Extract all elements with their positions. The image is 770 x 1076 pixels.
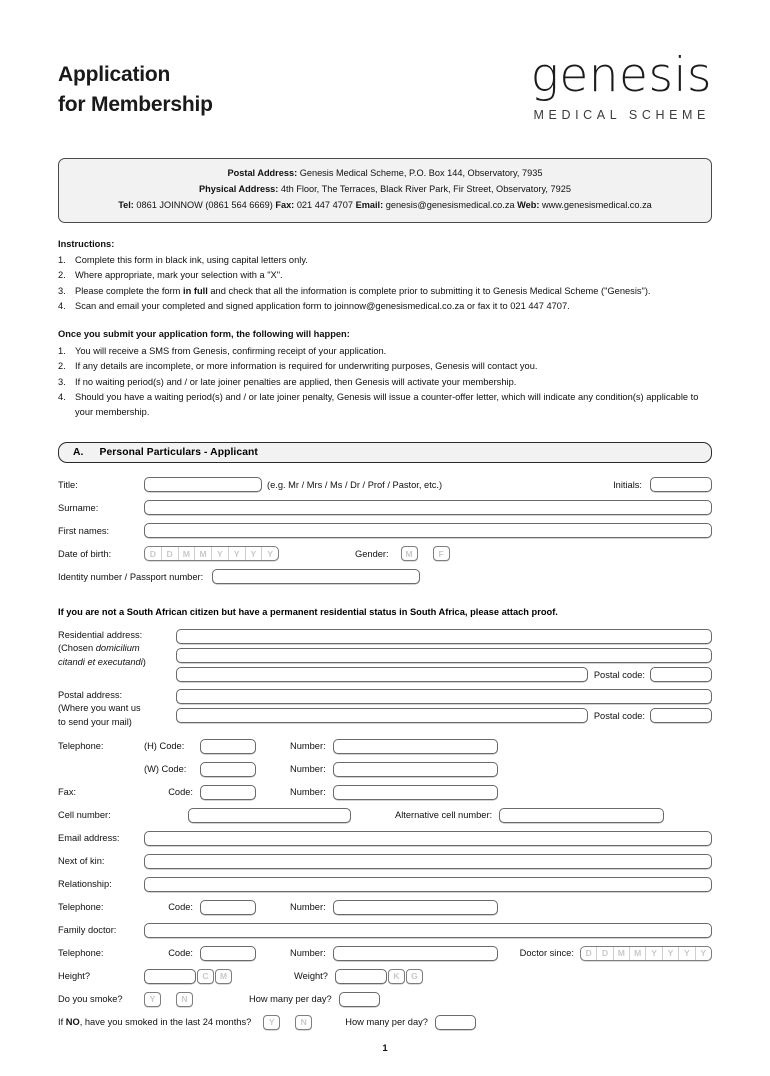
doctor-since-label: Doctor since: (519, 948, 574, 959)
next-of-kin-input[interactable] (144, 854, 712, 869)
weight-unit-g: G (406, 969, 423, 984)
residential-line-2-row (176, 648, 712, 663)
row-smoked-last-24-months (58, 1011, 712, 1034)
dob-cell-day-2[interactable]: D (162, 547, 179, 560)
residential-address-line-1[interactable] (176, 629, 712, 644)
postal-address-line (69, 166, 701, 182)
next-of-kin-code-input[interactable] (200, 900, 256, 915)
doctor-since-cell-year-1[interactable]: Y (646, 947, 662, 960)
dob-cell-year-3[interactable]: Y (246, 547, 263, 560)
fax-label: Fax: (58, 787, 77, 798)
residential-line-3-row (176, 667, 712, 682)
next-of-kin-number-label: Number: (290, 902, 326, 913)
title-hint: (e.g. Mr / Mrs / Ms / Dr / Prof / Pastor, etc.) (267, 479, 443, 490)
weight-unit-k: K (388, 969, 405, 984)
telephone-work-code-label: (W) Code: (144, 764, 187, 775)
date-of-birth-label: Date of birth: (58, 548, 112, 559)
telephone-home-number-label: Number: (290, 741, 326, 752)
instruction-text: Complete this form in black ink, using capital letters only. (75, 254, 308, 265)
instructions-block (58, 237, 712, 315)
physical-address-value: 4th Floor, The Terraces, Black River Park, Fir Street, Observatory, 7925 (280, 183, 571, 194)
instructions-heading: Instructions: (58, 238, 115, 249)
first-names-input[interactable] (144, 523, 712, 538)
next-of-kin-label: Next of kin: (58, 856, 105, 867)
postal-address-line-1[interactable] (176, 689, 712, 704)
after-submit-item: 3. If no waiting period(s) and / or late joiner penalties are applied, then Genesis will activate your membership. (58, 376, 517, 387)
row-email-address (58, 827, 712, 850)
dob-cell-month-2[interactable]: M (195, 547, 212, 560)
postal-address-label-line1: Postal address: (58, 690, 123, 701)
fax-value: 021 447 4707 (296, 199, 354, 210)
family-doctor-label: Family doctor: (58, 925, 117, 936)
residential-postal-code-input[interactable] (650, 667, 712, 682)
residential-address-label-line3: citandi et executandi) (58, 656, 146, 667)
height-group (144, 969, 232, 984)
telephone-home-code-label: (H) Code: (144, 741, 185, 752)
initials-label: Initials: (613, 479, 642, 490)
height-unit-m: M (215, 969, 232, 984)
row-identity-number (58, 565, 712, 588)
row-telephone-home (58, 735, 712, 758)
weight-group (335, 969, 423, 984)
height-unit-c: C (197, 969, 214, 984)
web-label: Web: (517, 199, 540, 210)
postal-line-1-row (176, 689, 712, 704)
relationship-input[interactable] (144, 877, 712, 892)
instruction-text: Where appropriate, mark your selection with a "X". (75, 270, 283, 281)
date-of-birth-input[interactable] (144, 546, 279, 561)
genesis-logo (530, 48, 712, 122)
physical-address-line (69, 182, 701, 198)
identity-number-input[interactable] (212, 569, 420, 584)
postal-address-label (58, 689, 176, 729)
postal-line-2-row (176, 708, 712, 723)
identity-number-label: Identity number / Passport number: (58, 571, 204, 582)
gender-male-checkbox[interactable]: M (401, 546, 418, 561)
next-of-kin-number-input[interactable] (333, 900, 498, 915)
email-label: Email: (355, 199, 384, 210)
dob-cell-year-1[interactable]: Y (212, 547, 229, 560)
personal-particulars-form (58, 463, 712, 588)
gender-female-checkbox[interactable]: F (433, 546, 450, 561)
after-submit-item: 2. If any details are incomplete, or more information is required for underwriting purposes, Genesis will contact you. (58, 361, 538, 372)
residential-line-1-row (176, 629, 712, 644)
doctor-since-cell-year-3[interactable]: Y (679, 947, 695, 960)
residential-address-label-line2: (Chosen domicilium (58, 643, 140, 654)
physical-address-label: Physical Address: (199, 183, 279, 194)
dob-cell-year-2[interactable]: Y (229, 547, 246, 560)
first-names-label: First names: (58, 525, 110, 536)
residential-address-lines (176, 629, 712, 682)
web-value: www.genesismedical.co.za (541, 199, 652, 210)
smoke-per-day-label: How many per day? (249, 994, 332, 1005)
doctor-since-cell-year-2[interactable]: Y (663, 947, 679, 960)
relationship-label: Relationship: (58, 879, 112, 890)
doctor-telephone-label: Telephone: (58, 948, 104, 959)
cell-number-label: Cell number: (58, 810, 111, 821)
postal-address-value: Genesis Medical Scheme, P.O. Box 144, Observatory, 7935 (299, 168, 543, 178)
weight-input[interactable] (335, 969, 387, 984)
if-no-question: If NO, have you smoked in the last 24 months? (58, 1017, 252, 1028)
fax-label: Fax: (275, 199, 295, 210)
row-cell-number (58, 804, 712, 827)
nationality-note: If you are not a South African citizen but have a permanent residential status in South Africa, please attach proof. (58, 607, 558, 618)
instruction-item: 2. Where appropriate, mark your selection with a "X". (58, 270, 283, 281)
email-address-input[interactable] (144, 831, 712, 846)
telephone-work-number-label: Number: (290, 764, 326, 775)
postal-address-lines (176, 689, 712, 729)
instruction-text-pre: Please complete the form (75, 285, 183, 296)
after-submit-text: You will receive a SMS from Genesis, confirming receipt of your application. (75, 345, 387, 356)
doctor-since-input[interactable] (580, 946, 712, 961)
after-submit-block (58, 327, 712, 420)
smoked-24-yes-checkbox[interactable]: Y (263, 1015, 280, 1030)
surname-label: Surname: (58, 502, 99, 513)
next-of-kin-telephone-label: Telephone: (58, 902, 104, 913)
contact-details-box (58, 158, 712, 223)
telephone-home-code-input[interactable] (200, 739, 256, 754)
residential-address-line-2[interactable] (176, 648, 712, 663)
row-doctor-telephone (58, 942, 712, 965)
residential-postal-code-label: Postal code: (593, 669, 645, 680)
row-date-of-birth (58, 542, 712, 565)
fax-number-label: Number: (290, 787, 326, 798)
doctor-number-label: Number: (290, 948, 326, 959)
section-letter: A. (73, 447, 84, 459)
row-telephone-work (58, 758, 712, 781)
smoke-per-day-input[interactable] (339, 992, 380, 1007)
row-first-names (58, 519, 712, 542)
instruction-text: Scan and email your completed and signed application form to joinnow@genesismedical.co.za or fax it to 021 447 4707. (75, 301, 570, 312)
row-title (58, 473, 712, 496)
row-residential-address (58, 629, 712, 682)
doctor-since-cell-year-4[interactable]: Y (700, 948, 707, 959)
doctor-since-cell-month-1[interactable]: M (614, 947, 630, 960)
alternative-cell-number-label: Alternative cell number: (395, 810, 493, 821)
page-title (58, 60, 213, 121)
height-label: Height? (58, 971, 91, 982)
application-form-page (0, 48, 770, 1076)
instruction-text-post: and check that all the information is complete prior to submitting it to Genesis Medical Scheme ("Genesis"). (207, 285, 651, 296)
instruction-text-bold: in full (183, 285, 208, 296)
after-submit-heading: Once you submit your application form, the following will happen: (58, 329, 350, 340)
row-do-you-smoke (58, 988, 712, 1011)
surname-input[interactable] (144, 500, 712, 515)
doctor-code-input[interactable] (200, 946, 256, 961)
initials-input[interactable] (650, 477, 712, 492)
section-header-personal-particulars (58, 442, 712, 463)
residential-address-line-3[interactable] (176, 667, 588, 682)
page-number: 1 (382, 1043, 388, 1054)
smoke-yes-checkbox[interactable]: Y (144, 992, 161, 1007)
alternative-cell-number-input[interactable] (499, 808, 664, 823)
row-family-doctor (58, 919, 712, 942)
logo-tagline: MEDICAL SCHEME (533, 108, 710, 122)
section-title: Personal Particulars - Applicant (99, 447, 258, 459)
fax-number-input[interactable] (333, 785, 498, 800)
row-postal-address (58, 689, 712, 729)
telephone-home-number-input[interactable] (333, 739, 498, 754)
residential-address-label (58, 629, 176, 682)
row-height-weight (58, 965, 712, 988)
row-next-of-kin (58, 850, 712, 873)
smoke-no-checkbox[interactable]: N (176, 992, 193, 1007)
doctor-since-cell-month-2[interactable]: M (630, 947, 646, 960)
after-submit-text: If no waiting period(s) and / or late joiner penalties are applied, then Genesis will activate your membership. (75, 376, 517, 387)
postal-postal-code-input[interactable] (650, 708, 712, 723)
fax-code-label: Code: (168, 787, 193, 798)
instructions-list (58, 253, 712, 315)
row-next-of-kin-telephone (58, 896, 712, 919)
email-address-label: Email address: (58, 833, 120, 844)
smoked-24-per-day-input[interactable] (435, 1015, 476, 1030)
after-submit-text: Should you have a waiting period(s) and / or late joiner penalty, Genesis will issue a counter-offer letter, which will indicate any condition(s) applicable to your membership. (75, 392, 699, 418)
next-of-kin-code-label: Code: (168, 902, 193, 913)
contact-line (69, 198, 701, 214)
postal-address-label: Postal Address: (227, 168, 298, 178)
smoked-24-per-day-label: How many per day? (345, 1017, 428, 1028)
weight-label: Weight? (294, 971, 328, 982)
document-header (58, 48, 712, 142)
smoked-24-no-checkbox[interactable]: N (295, 1015, 312, 1030)
fax-code-input[interactable] (200, 785, 256, 800)
postal-postal-code-label: Postal code: (593, 710, 645, 721)
instruction-item: 1. Complete this form in black ink, using capital letters only. (58, 254, 308, 265)
title-label: Title: (58, 479, 78, 490)
row-surname (58, 496, 712, 519)
doctor-code-label: Code: (168, 948, 193, 959)
telephone-work-number-input[interactable] (333, 762, 498, 777)
after-submit-text: If any details are incomplete, or more information is required for underwriting purposes, Genesis will contact you. (75, 361, 538, 372)
gender-label: Gender: (355, 548, 389, 559)
postal-address-label-line3: to send your mail) (58, 716, 132, 727)
doctor-since-cell-day-1[interactable]: D (581, 947, 597, 960)
instruction-item: 3. Please complete the form in full and check that all the information is complete prior to submitting it to Genesis Medical Scheme ("Genesis"). (58, 285, 651, 296)
height-input[interactable] (144, 969, 196, 984)
postal-address-line-2[interactable] (176, 708, 588, 723)
page-title-line1: Application (58, 63, 171, 86)
row-relationship (58, 873, 712, 896)
after-submit-list (58, 344, 712, 421)
do-you-smoke-label: Do you smoke? (58, 994, 123, 1005)
after-submit-item: 4. Should you have a waiting period(s) and / or late joiner penalty, Genesis will issue a counter-offer letter, which will indicate any condition(s) applicable to your membership. (58, 392, 699, 418)
dob-cell-day-1[interactable]: D (145, 547, 162, 560)
dob-cell-year-4[interactable]: Y (267, 548, 273, 559)
doctor-number-input[interactable] (333, 946, 498, 961)
doctor-since-cell-day-2[interactable]: D (597, 947, 613, 960)
logo-wordmark: genesis (530, 48, 712, 103)
residential-address-label-line1: Residential address: (58, 630, 143, 641)
telephone-label: Telephone: (58, 741, 104, 752)
postal-address-label-line2: (Where you want us (58, 703, 141, 714)
cell-number-input[interactable] (188, 808, 351, 823)
family-doctor-input[interactable] (144, 923, 712, 938)
dob-cell-month-1[interactable]: M (179, 547, 196, 560)
page-title-line2: for Membership (58, 93, 213, 117)
email-value: genesis@genesismedical.co.za (385, 199, 515, 210)
tel-value: 0861 JOINNOW (0861 564 6669) (136, 199, 273, 210)
after-submit-item: 1. You will receive a SMS from Genesis, confirming receipt of your application. (58, 345, 387, 356)
tel-label: Tel: (118, 199, 134, 210)
telephone-work-code-input[interactable] (200, 762, 256, 777)
row-fax (58, 781, 712, 804)
instruction-item: 4. Scan and email your completed and signed application form to joinnow@genesismedical.co.za or fax it to 021 447 4707. (58, 301, 570, 312)
title-input[interactable] (144, 477, 262, 492)
address-contact-form (58, 629, 712, 1034)
